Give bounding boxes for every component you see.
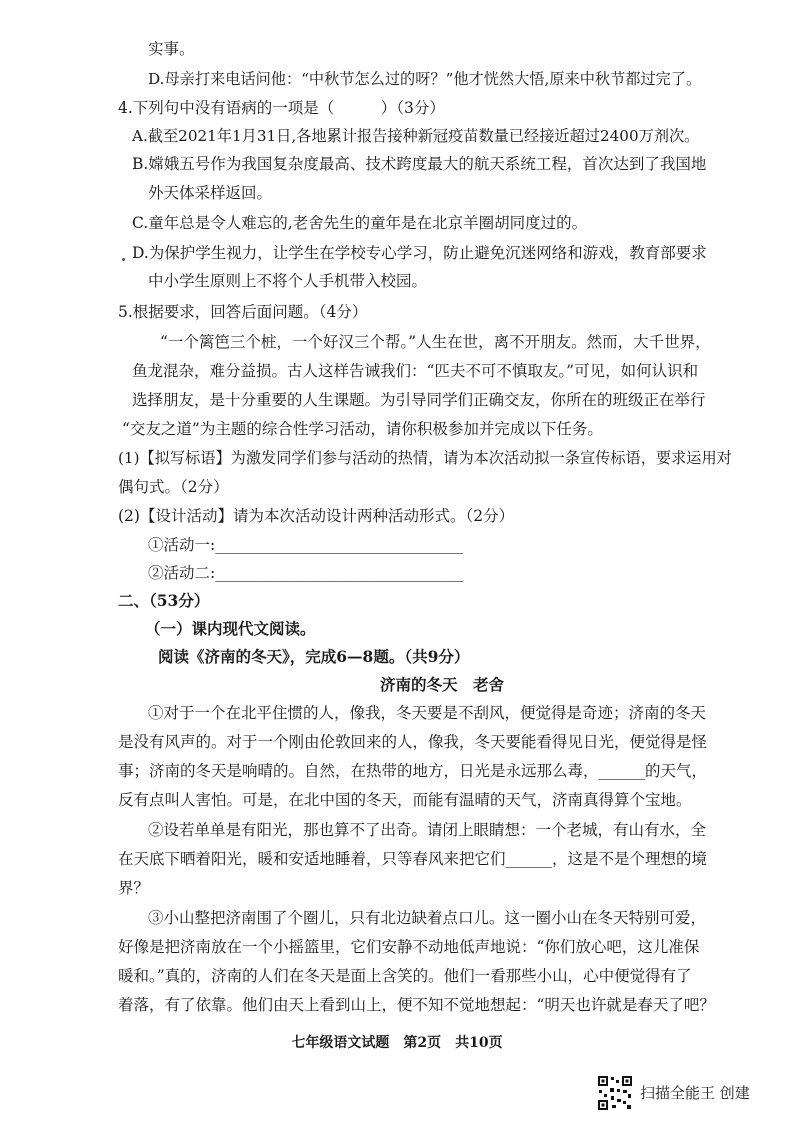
question-5: 5.根据要求，回答后面问题。（4分） <box>118 303 368 321</box>
scanner-brand: 扫描全能王 创建 <box>640 1084 750 1102</box>
passage-line: 暖和。”真的，济南的人们在冬天是面上含笑的。他们一看那些小山，心中便觉得有了 <box>118 967 692 985</box>
passage-line: 选择朋友，是十分重要的人生课题。为引导同学们正确交友，你所在的班级正在举行 <box>132 391 706 409</box>
task-1: (1)【拟写标语】为激发同学们参与活动的热情，请为本次活动拟一条宣传标语，要求运用对 <box>118 449 732 467</box>
qr-code-icon <box>597 1075 633 1111</box>
activity-1-blank: ①活动一:________________________________ <box>148 536 464 554</box>
passage-line: 反有点叫人害怕。可是，在北中国的冬天，而能有温晴的天气，济南真得算个宝地。 <box>118 791 692 809</box>
option-b-q4: B.嫦娥五号作为我国复杂度最高、技术跨度最大的航天系统工程，首次达到了我国地 <box>132 155 707 173</box>
option-c-q4: C.童年总是令人难忘的,老舍先生的童年是在北京羊圈胡同度过的。 <box>132 214 588 232</box>
passage-line: 好像是把济南放在一个小摇篮里，它们安静不动地低声地说：“你们放心吧，这儿准保 <box>118 938 700 956</box>
page-footer: 七年级语文试题 第2页 共10页 <box>291 1035 503 1051</box>
question-4: 4.下列句中没有语病的一项是（ ）（3分） <box>118 99 445 117</box>
activity-2-blank: ②活动二:________________________________ <box>148 564 464 582</box>
text-line: 外天体采样返回。 <box>148 184 273 202</box>
passage-title: 济南的冬天 老舍 <box>380 675 505 694</box>
text-line: 中小学生原则上不将个人手机带入校园。 <box>148 272 428 290</box>
passage-line: 界？ <box>118 879 150 897</box>
passage-line: 是没有风声的。对于一个刚由伦敦回来的人，像我，冬天要能看得见日光，便觉得是怪 <box>118 733 708 751</box>
option-d-q3: D.母亲打来电话问他：“中秋节怎么过的呀？”他才恍然大悟,原来中秋节都过完了。 <box>148 70 702 88</box>
reading-instruction: 阅读《济南的冬天》，完成6—8题。（共9分） <box>158 647 470 666</box>
option-a-q4: A.截至2021年1月31日,各地累计报告接种新冠疫苗数量已经接近超过2400万剂次。 <box>132 127 700 145</box>
section-two-heading: 二、（53分） <box>118 591 210 610</box>
passage-line: ②设若单单是有阳光，那也算不了出奇。请闭上眼睛想：一个老城，有山有水，全 <box>148 821 707 839</box>
text-line: 实事。 <box>148 40 195 58</box>
task-2: (2)【设计活动】请为本次活动设计两种活动形式。（2分） <box>118 507 515 525</box>
passage-line: ③小山整把济南围了个圈儿，只有北边缺着点口儿。这一圈小山在冬天特别可爱， <box>148 909 707 927</box>
passage-line: 事；济南的冬天是响晴的。自然，在热带的地方，日光是永远那么毒，______的天气， <box>118 762 708 780</box>
passage-line: ①对于一个在北平住惯的人，像我，冬天要是不刮风，便觉得是奇迹；济南的冬天 <box>148 704 707 722</box>
passage-line: “交友之道”为主题的综合性学习活动，请你积极参加并完成以下任务。 <box>122 420 603 438</box>
text-line: 偶句式。（2分） <box>118 478 229 496</box>
passage-line: 在天底下晒着阳光，暖和安适地睡着，只等春风来把它们______，这是不是个理想的境 <box>118 850 708 868</box>
option-d-q4: D.为保护学生视力，让学生在学校专心学习，防止避免沉迷网络和游戏，教育部要求 <box>132 244 707 262</box>
passage-line: “一个篱笆三个桩，一个好汉三个帮。”人生在世，离不开朋友。然而，大千世界， <box>160 333 711 351</box>
passage-line: 鱼龙混杂，难分益损。古人这样告诫我们：“匹夫不可不慎取友。”可见，如何认识和 <box>132 362 699 380</box>
subsection-heading: （一）课内现代文阅读。 <box>145 619 316 638</box>
passage-line: 着落，有了依靠。他们由天上看到山上，便不知不觉地想起：“明天也许就是春天了吧？ <box>118 996 715 1014</box>
scan-speck <box>122 258 125 261</box>
